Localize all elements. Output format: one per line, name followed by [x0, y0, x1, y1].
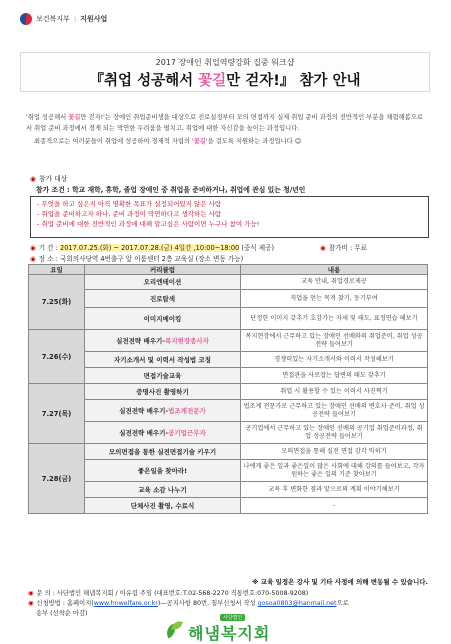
table-row [29, 422, 428, 444]
table-row [29, 384, 428, 400]
curriculum-cell: 실전전략 배우기-복지현장종사자 [85, 330, 241, 352]
curriculum-cell: 면접기술교육 [85, 368, 241, 384]
period-line: ◉ 기 간 : 2017.07.25.(화) ~ 2017.07.28.(금) 4일간 ,10:00~18:00 (중식 제공) [30, 244, 275, 252]
content-cell: 취업 시 활용할 수 있는 이력서 사진찍기 [241, 384, 428, 400]
table-row [29, 498, 428, 514]
target-criteria-box [30, 196, 429, 238]
government-emblem-icon [20, 13, 32, 25]
curriculum-cell: 자기소개서 및 이력서 작성법 코칭 [85, 352, 241, 368]
target-item: - 취업 준비에 대한 전반적인 과정에 대해 알고싶은 사람이면 누구나 참여 가능! [37, 220, 260, 228]
content-cell: 모의면접을 통해 실전 면접 감각 익히기 [241, 444, 428, 460]
day-cell: 7.28(금) [29, 444, 85, 514]
workshop-title [21, 69, 429, 90]
workshop-subtitle: 2017 장애인 취업역량강화 집중 워크샵 [155, 58, 295, 67]
schedule-change-note: ※ 교육 일정은 강사 및 기타 사정에 의해 변동될 수 있습니다. [252, 578, 428, 586]
organization-logo [166, 614, 270, 644]
content-cell: 나에게 좋은 일과 좋은일이 많은 사회에 대해 강의를 들어보고, 각자 원하는 좋은 일의 기준 찾아보기 [241, 460, 428, 482]
leaf-logo-icon [166, 620, 184, 638]
apply-line: ◉ 신청방법 : 홈페이지(www.hnwelfare.or.kr)—공지사항 80번, 첨부신청서 작성 gosoa0803@hanmail.net으로 [28, 600, 349, 607]
curriculum-cell: 실전전략 배우기-공기업근무자 [85, 422, 241, 444]
title-emphasis: 꽃길 [198, 73, 227, 89]
content-cell: 면접관을 사로잡는 답변의 태도 갖추기 [241, 368, 428, 384]
header-content: 내용 [241, 265, 428, 275]
curriculum-cell: 실전전략 배우기-법조계전문가 [85, 400, 241, 422]
period-dates: 2017.07.25.(화) ~ 2017.07.28.(금) 4일간 ,10:00~18:00 [60, 244, 240, 252]
bullet-icon: ◉ [30, 175, 36, 183]
bullet-icon: ◉ [28, 600, 34, 607]
target-item: - 취업을 준비하고자 하나, 준비 과정이 막연하다고 생각하는 사람 [37, 210, 222, 218]
email-link[interactable]: gosoa0803@hanmail.net [257, 600, 337, 607]
content-cell: 공기업에서 근무하고 있는 장애인 선배의 공기업 취업준비과정, 취업 성공전략 들어보기 [241, 422, 428, 444]
day-cell: 7.25(화) [29, 275, 85, 330]
table-row [29, 482, 428, 498]
ministry-name: 보건복지부 [36, 15, 70, 23]
title-open: 『취업 성공해서 [89, 73, 199, 89]
content-cell: 교육 후 변화한 점과 앞으로의 계획 이야기해보기 [241, 482, 428, 498]
bullet-icon: ◉ [30, 255, 36, 263]
bullet-icon: ◉ [320, 244, 326, 252]
ministry-program: 지원사업 [80, 15, 108, 23]
ministry-separator: | [73, 15, 77, 23]
table-row [29, 400, 428, 422]
content-cell: 단정한 이미지 갖추기 호감가는 자세 및 태도, 표정연습 해보기 [241, 308, 428, 330]
venue-line: ◉ 장 소 : 국회의사당역 4번출구 앞 이룸센터 2층 교육실 (장소 변동 가능) [30, 255, 244, 263]
header-curriculum: 커리큘럼 [85, 265, 241, 275]
table-row [29, 290, 428, 308]
logo-tag: 사단법인 [220, 614, 245, 621]
apply-line-2: 송부 (선착순 마감) [36, 610, 88, 617]
table-row [29, 460, 428, 482]
content-cell: 복지현장에서 근무하고 있는 장애인 선배와의 취업준비, 취업 성공전략 들어보기 [241, 330, 428, 352]
table-header-row [29, 265, 428, 275]
target-condition: 참가 조건 : 학교 재학, 휴학, 졸업 장애인 중 취업을 준비하거나, 취업에 관심 있는 청/년인 [36, 186, 306, 194]
fee-line: ◉ 참가비 : 무료 [320, 244, 368, 252]
curriculum-cell: 모의면접을 통한 실전면접기술 키우기 [85, 444, 241, 460]
intro-paragraph-1: '취업 성공해서 꽃길만 걷자!'는 장애인 취업준비생을 대상으로 진로설정부터 모의 면접까지 실제 취업 준비 과정의 전반적인 부분을 체험해봄으로서 취업 준비 과정에서 경게 되는 막연한 두려움을 떨치고, 취업에 대한 자신감을 높이는 과정입니다. [26, 114, 423, 132]
curriculum-cell: 단체사진 촬영, 수료식 [85, 498, 241, 514]
table-row [29, 308, 428, 330]
day-cell: 7.26(수) [29, 330, 85, 384]
day-cell: 7.27(목) [29, 384, 85, 444]
curriculum-cell: 이미지메이킹 [85, 308, 241, 330]
content-cell: 법조계 전문가로 근무하고 있는 장애인 선배의 변호사 준비, 취업 성공전략 들어보기 [241, 400, 428, 422]
intro-paragraph-2: 최종적으로는 여러분들이 취업에 성공하여 경제적 자립의 '꽃길'을 걸도록 지원하는 과정입니다 ☺ [34, 138, 302, 145]
curriculum-cell: 교육 소감 나누기 [85, 482, 241, 498]
curriculum-cell: 좋은일을 찾아라! [85, 460, 241, 482]
target-item: - 무엇을 하고 싶은지 아직 명확한 목표가 설정되어있지 않은 사람 [37, 200, 222, 208]
content-cell: 직업을 얻는 목적 찾기, 동기부여 [241, 290, 428, 308]
bullet-icon: ◉ [28, 590, 34, 597]
schedule-table [28, 264, 428, 514]
ministry-header [20, 13, 107, 25]
table-row [29, 352, 428, 368]
meal-note: (중식 제공) [239, 244, 275, 252]
target-heading: ◉ 참가 대상 [30, 175, 68, 183]
table-row [29, 444, 428, 460]
content-cell: - [241, 498, 428, 514]
homepage-link[interactable]: www.hnwelfare.or.kr [93, 600, 158, 607]
table-row [29, 368, 428, 384]
content-cell: 경쟁력있는 자기소개서와 이력서 작성해보기 [241, 352, 428, 368]
curriculum-cell: 오리엔테이션 [85, 275, 241, 290]
intro-text [26, 112, 426, 149]
table-row [29, 330, 428, 352]
bullet-icon: ◉ [30, 244, 36, 252]
logo-name: 해냄복지회 [188, 624, 271, 643]
title-box [20, 52, 430, 92]
content-cell: 교육 안내, 취업경로제공 [241, 275, 428, 290]
title-close: 만 걷자!』 참가 안내 [226, 73, 361, 89]
contact-line: ◉ 문 의 : 사단법인 해냄복지회 / 이유림 주임 (대표번호:T.02-568-2270 직통번호:070-5008-9208) [28, 590, 309, 597]
header-day: 요일 [29, 265, 85, 275]
curriculum-cell: 진로탐색 [85, 290, 241, 308]
curriculum-cell: 증명사진 촬영하기 [85, 384, 241, 400]
table-row [29, 275, 428, 290]
